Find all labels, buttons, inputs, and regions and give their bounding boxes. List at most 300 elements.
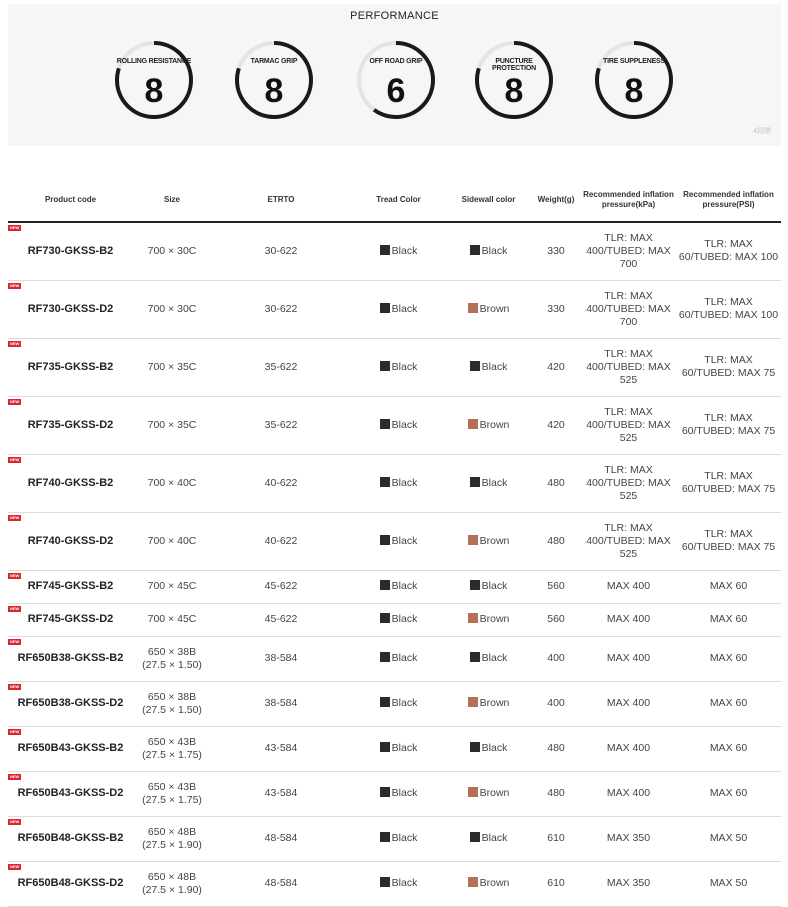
sidewall-color-cell-text: Brown [479,877,510,889]
pressure-kpa-cell-text: MAX 400 [606,697,651,709]
etrto-cell [211,861,351,906]
pressure-psi-cell-text: TLR: MAX 60/TUBED: MAX 75 [681,412,776,437]
pressure-kpa-cell-text: TLR: MAX 400/TUBED: MAX 525 [586,521,671,560]
pressure-kpa-cell [581,681,676,726]
pressure-psi-cell [676,816,781,861]
table-row [8,681,781,726]
pressure-psi-cell-text: TLR: MAX 60/TUBED: MAX 75 [681,528,776,553]
etrto-cell [211,570,351,603]
product-code-cell [8,726,133,771]
size-cell-text: 650 × 43B (27.5 × 1.75) [142,735,202,761]
gauge-value: 8 [264,72,284,110]
product-code-cell-text: RF735-GKSS-B2 [27,360,114,373]
sidewall-color-cell [446,603,531,636]
product-code-cell-text: RF730-GKSS-D2 [27,302,114,315]
size-cell [133,338,211,396]
color-swatch [380,245,390,255]
weight-cell [531,338,581,396]
pressure-psi-cell [676,681,781,726]
tread-color-cell-text: Black [391,832,418,844]
size-cell [133,816,211,861]
pressure-kpa-cell [581,454,676,512]
etrto-cell-text: 48-584 [264,877,298,889]
pressure-kpa-cell-text: MAX 350 [606,832,651,844]
size-cell-text: 700 × 45C [147,613,197,625]
color-swatch [468,535,478,545]
tread-color-cell [351,681,446,726]
pressure-kpa-cell [581,512,676,570]
performance-gauge [593,39,675,121]
table-body [8,222,781,906]
color-swatch [468,613,478,623]
size-cell [133,603,211,636]
spec-table [8,179,781,907]
weight-cell-text: 330 [547,302,565,315]
sidewall-color-cell-text: Brown [479,697,510,709]
pressure-psi-cell [676,222,781,280]
product-code-cell-text: RF745-GKSS-B2 [27,580,114,592]
sidewall-color-cell-text: Black [481,476,508,489]
tread-color-cell-text: Black [391,580,418,592]
pressure-psi-cell-text: TLR: MAX 60/TUBED: MAX 75 [681,470,776,495]
table-row [8,861,781,906]
product-code-cell [8,396,133,454]
gauge-label: TARMAC GRIP [250,58,298,65]
performance-title: PERFORMANCE [350,10,439,22]
tread-color-cell [351,570,446,603]
product-code-cell-text: RF740-GKSS-B2 [27,476,114,489]
etrto-cell-text: 35-622 [264,360,298,373]
color-swatch [380,419,390,429]
header-pressure-kpa: Recommended inflation pressure(kPa) [581,179,676,222]
tread-color-cell-text: Black [391,476,418,489]
weight-cell-text: 400 [547,652,565,664]
sidewall-color-cell [446,861,531,906]
pressure-psi-cell-text: MAX 50 [709,832,748,844]
pressure-psi-cell [676,512,781,570]
size-cell [133,280,211,338]
new-badge: NEW [10,773,20,779]
tread-color-cell-text: Black [391,418,418,431]
sidewall-color-cell-text: Black [481,580,508,592]
sidewall-color-cell [446,280,531,338]
table-row [8,570,781,603]
sidewall-color-cell [446,726,531,771]
tread-color-cell-text: Black [391,613,418,625]
etrto-cell-text: 45-622 [264,580,298,592]
pressure-psi-cell [676,454,781,512]
tread-color-cell [351,338,446,396]
size-cell [133,454,211,512]
weight-cell [531,726,581,771]
etrto-cell-text: 40-622 [264,476,298,489]
gauge-label: TIRE SUPPLENESS [603,58,665,65]
header-size: Size [133,179,211,222]
etrto-cell [211,280,351,338]
pressure-psi-cell [676,603,781,636]
pressure-kpa-cell-text: TLR: MAX 400/TUBED: MAX 700 [586,231,671,270]
color-swatch [380,697,390,707]
weight-cell [531,771,581,816]
pressure-kpa-cell [581,338,676,396]
pressure-psi-cell [676,861,781,906]
pressure-kpa-cell-text: TLR: MAX 400/TUBED: MAX 525 [586,463,671,502]
sidewall-color-cell-text: Brown [479,302,510,315]
table-row [8,222,781,280]
weight-cell [531,454,581,512]
color-swatch [380,787,390,797]
table-row [8,512,781,570]
size-cell-text: 650 × 48B (27.5 × 1.90) [142,825,202,851]
size-cell [133,726,211,771]
pressure-kpa-cell-text: MAX 350 [606,877,651,889]
gauge-value: 8 [144,72,164,110]
color-swatch [380,877,390,887]
color-swatch [380,361,390,371]
sidewall-color-cell [446,512,531,570]
weight-cell [531,222,581,280]
pressure-kpa-cell [581,861,676,906]
header-sidewall-color: Sidewall color [446,179,531,222]
size-cell-text: 700 × 45C [147,580,197,592]
sidewall-color-cell-text: Black [481,742,508,754]
weight-cell-text: 480 [547,742,565,754]
pressure-kpa-cell-text: TLR: MAX 400/TUBED: MAX 525 [586,405,671,444]
pressure-kpa-cell [581,636,676,681]
pressure-kpa-cell [581,396,676,454]
product-code-cell [8,681,133,726]
weight-cell-text: 480 [547,787,565,799]
size-cell-text: 700 × 30C [147,302,197,315]
tread-color-cell [351,726,446,771]
product-code-cell [8,861,133,906]
tread-color-cell [351,280,446,338]
pressure-kpa-cell-text: MAX 400 [606,742,651,754]
new-badge: NEW [10,818,20,824]
new-badge: NEW [10,398,20,404]
color-swatch [470,477,480,487]
new-badge: NEW [10,225,20,230]
weight-cell [531,603,581,636]
pressure-psi-cell [676,636,781,681]
etrto-cell [211,338,351,396]
table-row [8,816,781,861]
color-swatch [468,877,478,887]
pressure-kpa-cell [581,603,676,636]
new-badge: NEW [10,340,20,346]
pressure-kpa-cell-text: MAX 400 [606,580,651,592]
new-badge: NEW [10,638,20,644]
size-cell [133,512,211,570]
pressure-kpa-cell-text: TLR: MAX 400/TUBED: MAX 525 [586,347,671,386]
etrto-cell [211,396,351,454]
tread-color-cell-text: Black [391,697,418,709]
pressure-psi-cell [676,726,781,771]
pressure-psi-cell-text: TLR: MAX 60/TUBED: MAX 75 [681,354,776,379]
performance-note: 4段階 [753,128,771,135]
product-code-cell [8,454,133,512]
gauge-label: PUNCTURE PROTECTION [492,58,536,72]
product-code-cell-text: RF650B38-GKSS-D2 [17,697,124,709]
etrto-cell-text: 43-584 [264,787,298,799]
pressure-kpa-cell-text: MAX 400 [606,652,651,664]
pressure-psi-cell-text: TLR: MAX 60/TUBED: MAX 100 [678,238,779,264]
product-code-cell [8,512,133,570]
table-row [8,636,781,681]
product-code-cell-text: RF650B48-GKSS-B2 [17,832,124,844]
color-swatch [380,477,390,487]
etrto-cell [211,816,351,861]
product-code-cell [8,280,133,338]
pressure-psi-cell-text: MAX 60 [709,580,748,592]
color-swatch [470,652,480,662]
tread-color-cell-text: Black [391,877,418,889]
product-code-cell-text: RF740-GKSS-D2 [27,534,114,547]
new-badge: NEW [10,282,20,288]
etrto-cell [211,222,351,280]
tread-color-cell [351,816,446,861]
weight-cell [531,816,581,861]
weight-cell-text: 420 [547,360,565,373]
weight-cell [531,681,581,726]
pressure-psi-cell-text: MAX 60 [709,787,748,799]
pressure-psi-cell [676,396,781,454]
tread-color-cell-text: Black [391,652,418,664]
etrto-cell [211,636,351,681]
product-code-cell [8,771,133,816]
sidewall-color-cell [446,636,531,681]
color-swatch [380,832,390,842]
color-swatch [380,580,390,590]
table-row [8,726,781,771]
weight-cell [531,570,581,603]
tread-color-cell-text: Black [391,244,418,257]
pressure-psi-cell-text: MAX 60 [709,742,748,754]
sidewall-color-cell-text: Brown [479,787,510,799]
table-row [8,603,781,636]
performance-panel [8,4,781,146]
pressure-psi-cell-text: MAX 60 [709,697,748,709]
size-cell [133,681,211,726]
product-code-cell-text: RF745-GKSS-D2 [27,613,114,625]
size-cell [133,861,211,906]
table-row [8,280,781,338]
sidewall-color-cell-text: Black [481,652,508,664]
product-code-cell [8,603,133,636]
table-row [8,771,781,816]
pressure-psi-cell-text: MAX 50 [709,877,748,889]
pressure-kpa-cell-text: MAX 400 [606,613,651,625]
etrto-cell [211,726,351,771]
size-cell-text: 650 × 48B (27.5 × 1.90) [142,870,202,896]
header-product-code: Product code [8,179,133,222]
weight-cell [531,512,581,570]
size-cell [133,570,211,603]
sidewall-color-cell [446,396,531,454]
sidewall-color-cell-text: Brown [479,534,510,547]
pressure-psi-cell [676,338,781,396]
tread-color-cell-text: Black [391,360,418,373]
gauge-label: OFF ROAD GRIP [369,58,423,65]
sidewall-color-cell-text: Brown [479,613,510,625]
etrto-cell [211,681,351,726]
sidewall-color-cell-text: Black [481,360,508,373]
size-cell-text: 700 × 35C [147,360,197,373]
size-cell [133,636,211,681]
color-swatch [380,303,390,313]
weight-cell-text: 560 [547,613,565,625]
etrto-cell-text: 30-622 [264,302,298,315]
performance-gauge [355,39,437,121]
pressure-kpa-cell-text: MAX 400 [606,787,651,799]
product-code-cell [8,338,133,396]
etrto-cell-text: 45-622 [264,613,298,625]
color-swatch [468,697,478,707]
pressure-psi-cell-text: TLR: MAX 60/TUBED: MAX 100 [678,296,779,321]
pressure-psi-cell [676,771,781,816]
pressure-psi-cell [676,570,781,603]
gauge-value: 8 [504,72,524,110]
new-badge: NEW [10,456,20,462]
weight-cell [531,396,581,454]
sidewall-color-cell [446,222,531,280]
etrto-cell-text: 43-584 [264,742,298,754]
etrto-cell-text: 30-622 [264,244,298,257]
weight-cell-text: 330 [547,244,565,257]
pressure-kpa-cell-text: TLR: MAX 400/TUBED: MAX 700 [586,289,671,328]
pressure-kpa-cell [581,726,676,771]
size-cell [133,222,211,280]
tread-color-cell [351,771,446,816]
tread-color-cell-text: Black [391,787,418,799]
color-swatch [468,303,478,313]
tread-color-cell [351,512,446,570]
performance-gauge [233,39,315,121]
etrto-cell [211,771,351,816]
new-badge: NEW [10,863,20,869]
etrto-cell-text: 35-622 [264,418,298,431]
size-cell [133,396,211,454]
etrto-cell-text: 38-584 [264,697,298,709]
gauge-value: 8 [624,72,644,110]
color-swatch [380,742,390,752]
color-swatch [470,742,480,752]
color-swatch [470,580,480,590]
color-swatch [470,361,480,371]
etrto-cell [211,454,351,512]
pressure-kpa-cell [581,816,676,861]
tread-color-cell [351,222,446,280]
product-code-cell [8,816,133,861]
gauge-label: ROLLING RESISTANCE [116,58,192,65]
header-tread-color: Tread Color [351,179,446,222]
tread-color-cell [351,861,446,906]
header-etrto: ETRTO [211,179,351,222]
product-code-cell-text: RF735-GKSS-D2 [27,418,114,431]
etrto-cell-text: 38-584 [264,652,298,664]
weight-cell-text: 610 [547,832,565,844]
color-swatch [468,419,478,429]
new-badge: NEW [10,572,20,578]
new-badge: NEW [10,605,20,611]
size-cell-text: 700 × 35C [147,418,197,431]
tread-color-cell [351,396,446,454]
weight-cell-text: 560 [547,580,565,592]
product-code-cell [8,636,133,681]
pressure-kpa-cell [581,570,676,603]
header-weight: Weight(g) [531,179,581,222]
pressure-kpa-cell [581,222,676,280]
product-code-cell [8,222,133,280]
etrto-cell-text: 40-622 [264,534,298,547]
size-cell-text: 650 × 43B (27.5 × 1.75) [142,780,202,806]
sidewall-color-cell [446,570,531,603]
weight-cell-text: 480 [547,476,565,489]
pressure-psi-cell-text: MAX 60 [709,613,748,625]
performance-gauge [113,39,195,121]
product-code-cell-text: RF650B43-GKSS-D2 [17,787,124,799]
sidewall-color-cell-text: Black [481,244,508,257]
color-swatch [380,613,390,623]
pressure-kpa-cell [581,771,676,816]
weight-cell-text: 400 [547,697,565,709]
tread-color-cell-text: Black [391,302,418,315]
weight-cell [531,636,581,681]
performance-gauge [473,39,555,121]
table-row [8,396,781,454]
sidewall-color-cell-text: Brown [479,418,510,431]
tread-color-cell [351,454,446,512]
product-code-cell-text: RF650B43-GKSS-B2 [17,742,124,754]
sidewall-color-cell-text: Black [481,832,508,844]
size-cell-text: 700 × 40C [147,476,197,489]
new-badge: NEW [10,728,20,734]
sidewall-color-cell [446,816,531,861]
tread-color-cell-text: Black [391,534,418,547]
table-row [8,338,781,396]
weight-cell [531,280,581,338]
product-code-cell-text: RF650B48-GKSS-D2 [17,877,124,889]
sidewall-color-cell [446,338,531,396]
header-pressure-psi: Recommended inflation pressure(PSI) [676,179,781,222]
sidewall-color-cell [446,454,531,512]
size-cell [133,771,211,816]
weight-cell-text: 420 [547,418,565,431]
etrto-cell [211,603,351,636]
weight-cell-text: 480 [547,534,565,547]
etrto-cell-text: 48-584 [264,832,298,844]
pressure-psi-cell [676,280,781,338]
new-badge: NEW [10,683,20,689]
sidewall-color-cell [446,771,531,816]
weight-cell [531,861,581,906]
color-swatch [380,652,390,662]
etrto-cell [211,512,351,570]
new-badge: NEW [10,514,20,520]
color-swatch [470,832,480,842]
size-cell-text: 650 × 38B (27.5 × 1.50) [142,690,202,716]
product-code-cell-text: RF730-GKSS-B2 [27,244,114,257]
sidewall-color-cell [446,681,531,726]
weight-cell-text: 610 [547,877,565,889]
gauge-value: 6 [386,72,406,110]
pressure-kpa-cell [581,280,676,338]
size-cell-text: 700 × 30C [147,244,197,257]
color-swatch [380,535,390,545]
product-code-cell-text: RF650B38-GKSS-B2 [17,652,124,664]
tread-color-cell [351,603,446,636]
color-swatch [468,787,478,797]
